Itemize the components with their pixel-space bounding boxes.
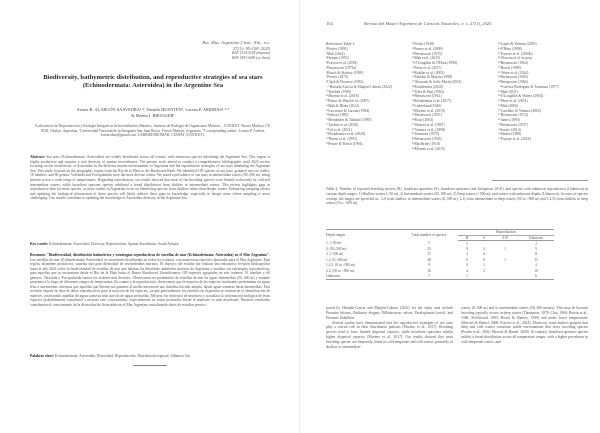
reference-item: ²⁷Pérez et al. (2017): [412, 65, 442, 70]
cell-sf: [492, 273, 518, 279]
page-number: 102: [326, 21, 333, 26]
cell-s: 4: [483, 252, 485, 257]
cell-s: [476, 273, 492, 279]
reference-item: ¹⁴Lawrence & Larrain (1994): [326, 108, 370, 113]
reference-item: ⁴³MacBride (1910): [412, 141, 440, 146]
cell-depth: Unknown: [326, 273, 400, 279]
reference-item: ¹¹Moreno et al. (2018): [326, 94, 359, 99]
body-paragraph: posed by Hurtado-García and Manjón-Cabeza (2022) for the study area include Pteraster bifrons, Radiaster elegans, Pillsburiaster calvus, Paralophaster lorioli, and Pteraster flabellifer.: [326, 306, 453, 320]
palabras-clave: [30, 354, 270, 359]
reference-item: ³⁴Rivadeneira et al. (2017): [412, 99, 452, 103]
reference-item: ⁵⁶O'Loughlin & Waters (2004): [498, 94, 543, 99]
table-2-caption: [326, 187, 588, 206]
authors-line-2: & Martín I. BROGGER¹: [131, 112, 175, 118]
reference-item: ¹³Mah & Blake (2012): [326, 103, 360, 108]
reference-item: ⁵⁸Mah (2006): [498, 103, 519, 108]
cell-depth: 1,2,3. (0 to >500 m): [326, 263, 355, 268]
header-reproduction: Reproduction: [458, 230, 554, 236]
reference-item: ⁴Fraysse et al. (2018): [326, 61, 358, 65]
reference-item: ⁵⁴Carrera-Rodríguez & Tommasi (1977): [499, 84, 559, 89]
palabras-label: Palabras clave:: [30, 354, 55, 358]
reference-item: ²³Pearse et al. (2009): [412, 46, 443, 51]
abstract: [30, 155, 270, 201]
resumen: [30, 253, 270, 308]
cell-s: 1: [483, 263, 485, 268]
reference-item: ³⁰Alvarado & Solís-Marín (2013): [412, 80, 462, 84]
keywords-label: Key words:: [30, 242, 49, 246]
reference-item: ⁴⁶O'Hara (1998): [498, 46, 522, 51]
cell-unknown: 2: [535, 241, 537, 246]
table-2-label: Table 2:: [326, 187, 339, 191]
cell-total: 5: [428, 241, 430, 246]
reference-item: ⁵¹ Pérez et al. (2024): [498, 70, 529, 75]
cell-b: 4: [466, 268, 468, 273]
article-title: Biodiversity, bathymetric distribution, and reproductive strategies of sea stars (Echinodermata: Asteroidea) in the Argentine Sea: [43, 74, 263, 89]
reference-item: ³²Tyler & Pain (1982): [412, 89, 444, 94]
header-depth-ranges: Depth ranges: [326, 230, 400, 241]
cell-b: 3: [466, 241, 468, 246]
cell-b: 1: [458, 273, 476, 279]
cell-depth: 2. (50–500 m): [326, 247, 347, 252]
reference-item: ³⁹Ventura et al. (1997): [412, 122, 445, 127]
header-s: S: [476, 235, 492, 241]
reference-item: ⁶³Sorato (2014): [498, 127, 521, 132]
cell-depth: 2,3. (50 to >500 m): [326, 268, 354, 273]
table-row: [326, 273, 554, 279]
cell-s: 4: [483, 247, 485, 252]
cell-total: 16: [427, 268, 431, 273]
reference-item: ²⁴Bernasconi (1970): [412, 51, 442, 56]
reference-item: ³⁸Roux (2004): [412, 118, 434, 122]
reference-item: ¹⁸Gil et al. (2011): [326, 127, 352, 132]
reference-item: ⁶⁴Sladen (1889): [498, 132, 522, 137]
reference-item: ³⁵Lieberkind (1926): [412, 103, 442, 108]
reference-item: ⁵³Bernasconi (1964): [498, 80, 528, 84]
reference-item: ⁹ Hurtado-García & Manjón-Cabeza (2022): [327, 84, 392, 89]
reference-item: ²⁸Rubilar et al. (2005): [412, 70, 445, 75]
reference-item: ²⁵Mah et al. (2015): [412, 56, 440, 61]
body-column-2: [461, 306, 588, 345]
cell-s: 8: [483, 257, 485, 262]
references-column-3: [498, 42, 584, 151]
reference-item: ³Hyman (1955): [326, 56, 349, 61]
issn-online: ISSN 1853-0400 (en línea): [231, 55, 270, 60]
reference-item: ⁴⁰Ventura et al. (1998): [412, 127, 446, 132]
reference-item: ⁴⁴Moreno et al. (2015): [412, 146, 446, 151]
journal-volume-pages: 27(1): 95-108, 2025: [232, 45, 270, 51]
cell-b: 2: [466, 252, 468, 257]
reference-item: ¹Perrier (1891): [326, 46, 348, 51]
reference-item: ⁸Clark & Downey (1992): [326, 80, 364, 84]
reference-item: ²¹Pearse & Bosch (1994): [326, 141, 363, 146]
table-2: [326, 229, 554, 280]
affiliations: ¹Laboratorio de Reproducción y Biología Integrativa de Invertebrados Marinos, Instituto de Biología de Organismos Marinos – CONICET, Puerto Madryn, CP: 9120, Chubut, Argentina. ²Universidad Nacional de la Patagonia San Juan Bosco, Puerto Madryn, Argentina. *Corresponding author: Lorena P. Arribas, lorearribas@gmail.com. LARBIM-IBIOMAR, CENPAT (CONICET).: [35, 124, 271, 138]
cell-total: 7: [400, 273, 458, 279]
reference-item: ³⁶Moreno et al. (2019): [412, 108, 445, 113]
reference-item: ¹⁵Salvat (1985): [326, 113, 349, 118]
reference-item: ⁶²Bernasconi (1937): [498, 122, 528, 127]
reference-item: ¹⁶Hernández & Tablado (1985): [326, 118, 372, 122]
cell-s: 2: [483, 268, 485, 273]
resumen-text: Las estrellas de mar (Echinodermata: Asteroidea) se encuentran distribuidas en todos los océanos, con numerosas especies reportadas para el Mar Argentino. Esta región, altamente productiva, sustenta una gran diversidad de invertebrados marinos. El objetivo del estudio fue realizar una exhaustiva revisión bibliográfica hasta el año 2024 sobre la biodiversidad de estrellas de mar que habitan los diferentes ambientes marinos de Argentina y analizar sus estrategias reproductivas, para aquellas que se encuentran desde el Río de la Plata hasta el Banco Burdwood. Identificamos 105 especies agrupadas en seis órdenes, 18 familias y 60 géneros. Valvatida y Forcipulatida fueron los órdenes más diversos. Observamos un predominio de estrellas de mar en aguas intermedias (50–500 m) y estando presentes a lo largo de diferentes rangos de temperatura. En cuanto a la reproducción, observamos que la mayoría de las especies incubantes predominan en aguas frías e intermedias, mientras que aquellas que liberan sus gametas al medio mostraron una distribución más amplia, desde aguas someras hasta intermedias. Esta revisión expone la falta de datos reproductivos para la mayoría de las especies, ya que generalmente los estudios en Argentina se centran en la identificación de especies, priorizando aquellas de aguas someras más que las de aguas profundas. Mejorar los esfuerzos de muestreo y actualizar la información biológica de estas especies probablemente contribuirá a mejorar este conocimiento, especialmente en zonas profundas donde el muestreo es más desafiante. Nuestros resultados contribuyen al conocimiento de la diversidad de Asteroidea en el Mar Argentino actualizando datos de estudios previos.: [30, 257, 270, 308]
reference-item: ⁶⁵Fraysse et al. (2024): [498, 137, 531, 141]
reference-item: ⁶Bosch & Slattery (1999): [326, 70, 364, 75]
journal-reference: [202, 40, 270, 60]
body-paragraph: Several studies have demonstrated that the reproductive strategies of sea stars play a crucial role in their distribution patterns (Moreno et al., 2017). Brooding species tend to have limited dispersal capacity, while broadcast spawners exhibit higher dispersal capacity (Moreno et al., 2017). Our results showed that most brooding species are frequently found in cold-temperate and cold waters, primarily in shallow to intermediate: [326, 320, 453, 349]
reference-item: ⁵⁵Mah (2011): [498, 89, 518, 94]
authors: [38, 107, 268, 118]
palabras-text: Echinodermata, Asteroidea, Diversidad, Reproducción, Distribución espacial, Atlántico Sur: [55, 354, 190, 358]
reference-item: ⁵⁷Pérez et al. (2014): [498, 99, 528, 103]
reference-item: ¹²Pastor de Ward et al. (2007): [326, 99, 370, 103]
section-end-rule: [133, 365, 167, 366]
reference-item: ⁵Bernasconi (1973a): [326, 65, 357, 70]
cell-depth: 3. (>500 m): [326, 252, 344, 257]
header-unknown: Unknown: [518, 235, 554, 241]
references-end-rule: [492, 180, 588, 181]
cell-unknown: 10: [534, 268, 538, 273]
cell-unknown: 11: [534, 252, 538, 257]
references-column-1: [326, 42, 412, 151]
cell-total: 9: [428, 263, 430, 268]
keywords: [30, 242, 270, 247]
cell-b: 6: [466, 257, 468, 262]
reference-item: ²⁰Pearse et al. (1991): [326, 137, 358, 141]
reference-item: ⁵⁹Carvalho & Ventura (2002): [498, 108, 541, 113]
header-total-species: Total number of species: [400, 230, 458, 241]
cell-depth: 1. (<50 m): [326, 241, 342, 246]
cell-unknown: 6: [518, 273, 554, 279]
reference-item: ⁷Perrier (1875): [326, 75, 349, 80]
reference-item: ⁴⁷Fraysse et al. (2020b): [498, 51, 533, 56]
reference-item: ²⁶O'Loughlin & O'Hara (1990): [412, 61, 458, 65]
abstract-text: Sea stars (Echinodermata: Asteroidea) are widely distributed across all oceans, with numerous species inhabiting the Argentine Sea. This region is highly productive and sustains a rich diversity of marine invertebrates. The present work aimed to conduct a comprehensive bibliographic until 2024 review focusing on the biodiversity of Asteroidea in the different marine environments of Argentina and the reproductive strategies of sea stars inhabiting the Argentine Sea. This study focused on the geographic region from the Río de la Plata to the Burdwood Bank. We identified 105 species of sea stars, grouped into six orders, 18 families, and 60 genera. Valvatida and Forcipulatida were the most diverse orders. We noted a prevalence of sea stars in intermediate waters (50–500 m), being present across a wide range of temperatures. Regarding reproduction, our results showed that most of the brooding species were limited exclusively in cold and intermediate waters, while broadcast spawner species exhibited a broad distribution from shallow to intermediate waters. This review highlights gaps in reproductive data for most species, as most studies in Argentina focus on identifying species from shallow rather than deeper waters. Enhancing sampling efforts and updating the biological information of these species will likely address these gaps in knowledge, especially in deeper areas where sampling is more challenging. Our results contribute to updating the knowledge of Asteroidea diversity in the Argentine Sea.: [30, 155, 270, 201]
reference-item: ⁵²Bernasconi (1965): [498, 75, 528, 80]
cell-sf: 1: [504, 257, 506, 262]
reference-item: ³¹Rivadeneira (2020): [412, 84, 443, 89]
reference-item: ⁴²Bernasconi (1945): [412, 137, 442, 141]
header-sf: S+F: [492, 235, 518, 241]
reference-item: ¹⁰Koehler (1908): [326, 89, 352, 94]
keywords-text: Echinodermata, Asteroidea, Diversity, Reproduction, Spatial distribution, South Atlantic: [49, 242, 180, 246]
references-heading: References Table 1:: [326, 42, 356, 46]
cell-unknown: 13: [534, 257, 538, 262]
reference-item: ⁴¹Tommasi (1970): [412, 132, 439, 137]
running-title: Revista del Museo Argentino de Ciencias Naturales, n. s. 27(1), 2025: [364, 21, 492, 26]
reference-item: ⁴⁵Lopes & Ventura (2016): [498, 42, 537, 46]
reference-item: ³³Bernasconi (1941): [412, 94, 442, 99]
cell-sf: 1: [504, 247, 506, 252]
reference-item: ⁴⁹Bernasconi (1962): [498, 61, 528, 65]
reference-item: ²⁹Tablado & Maytía (1988): [412, 75, 453, 80]
right-page: [300, 0, 600, 433]
cell-total: 28: [427, 257, 431, 262]
body-column-1: [326, 306, 453, 350]
reference-item: ²Mah (2024): [326, 51, 345, 56]
cell-unknown: 4: [535, 263, 537, 268]
references-table-1: [326, 42, 588, 151]
reference-item: ¹⁹Rivadeneira et al. (2020): [326, 132, 366, 137]
cell-b: 9: [466, 247, 468, 252]
reference-item: ⁵⁰Bosch (1989): [498, 65, 521, 70]
issn-print: ISSN 1514-5158 (impresa): [231, 51, 270, 56]
abstract-label: Abstract:: [30, 155, 45, 159]
reference-item: ⁶¹Janies (1995): [498, 118, 521, 122]
reference-item: ²²Fisher (1940): [412, 42, 435, 46]
cell-b: 4: [466, 263, 468, 268]
journal-citation: Rev. Mus. Argentino Cienc. Nat., n.s.: [202, 40, 270, 45]
reference-item: ¹⁷Arribas et al. (2016): [326, 122, 359, 127]
cell-total: 23: [427, 247, 431, 252]
resumen-label: Resumen: "Biodiversidad, distribución batimétrica y estrategias reproductivas de estrellas de mar (Echinodermata: Asteroidea) en el Mar Argentino".: [30, 253, 270, 257]
table-2-caption-text: Number of reported breeding species (B), broadcast spawners (S), broadcast spawners and fissiparous (S+F), and species with unknown reproduction (Unknown) in various depth ranges: 1) Shallow waters (<50 m), 2) Intermediate waters (50–500 m), 3) Deep waters (>500 m), and waters with unknown depths (Unknown). In cases of species overlap, the ranges are specified as: 1,2) from shallow to intermediate waters (0–500 m); 2,3) from intermediate to deep waters (50 to >500 m) and 1,2,3) from shallow to deep waters (0 to >500 m).: [326, 187, 588, 206]
reference-item: ³⁷Bernasconi (1957): [412, 113, 442, 118]
header-b: B: [458, 235, 476, 241]
authors-line-1: Ariana B. ALARCÓN SAAVEDRA¹·², Daniela HUENTEN¹, Lorena P. ARRIBAS¹·²·*: [76, 107, 230, 112]
reference-item: ⁴⁸Alarcón et al. in prep.: [498, 56, 533, 61]
body-paragraph: waters (0–500 m) and in intermediate waters (50–500 meters). This may be because brooding typically occurs in deep waters (Thompson, 1878; Chia, 1968; Boivin et al., 1986; McEdward, 1995; Bosch & Slattery, 1999) and under lower temperatures (Mercier & Hamel, 2008; Fraysse et al., 2024). Moreover, some authors propose that deep and cold waters constitute stable environments that favor brooding species (Poulin et al., 2002; Mercier & Hamel, 2009). In contrast, broadcast spawner species exhibit a broad distribution across all temperature ranges, with a higher prevalence in cold-temperate waters, and: [461, 306, 588, 344]
cell-unknown: 9: [535, 247, 537, 252]
reference-item: ⁶⁰Bernasconi (1972): [498, 113, 529, 118]
cell-depth: 1,2. (0–500 m): [326, 257, 348, 262]
references-column-2: [412, 42, 498, 151]
cell-total: 17: [427, 252, 431, 257]
